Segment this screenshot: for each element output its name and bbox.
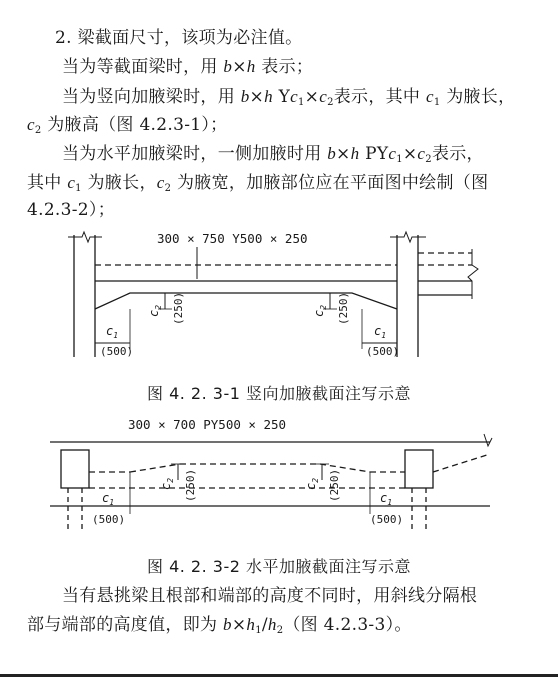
fig2-c2-left: [159, 478, 175, 490]
figure-horizontal-haunch: [0, 410, 558, 540]
figure1-caption: 图 4. 2. 3-1 竖向加腋截面注写示意: [146, 384, 411, 403]
text-line-8: 当有悬挑梁且根部和端部的高度不同时，用斜线分隔根: [62, 586, 478, 606]
fig1-annotation: 300 × 750 Y500 × 250: [157, 231, 308, 246]
fig1-c2-left: [147, 305, 163, 317]
fig2-c2-right: [304, 478, 320, 490]
figure2-caption: 图 4. 2. 3-2 水平加腋截面注写示意: [146, 557, 411, 576]
fig1-c1-value-right: (500): [366, 345, 400, 358]
text-line-5: 当为水平加腋梁时，一侧加腋时用 b×h $PYc_1\times c_2$表示，: [62, 144, 484, 165]
fig2-c1-value-right: (500): [370, 513, 404, 526]
fig1-c2-value-left: (250): [172, 291, 185, 325]
text-line-4: $c_2$ 为腋高（图 4.2.3-1）；: [27, 115, 228, 136]
fig2-c1-right: $c_1$: [380, 491, 393, 507]
fig1-c1-left: $c_1$: [106, 324, 119, 340]
figure-vertical-haunch: [0, 225, 558, 375]
text-line-7: 4.2.3-2）；: [27, 200, 116, 220]
fig1-c2-right: [312, 305, 328, 317]
bottom-rule: [0, 674, 558, 677]
svg-text:c2: $c_2$: [159, 477, 175, 490]
fig2-c1-value-left: (500): [92, 513, 126, 526]
svg-text:c2: $c_2$: [312, 304, 328, 317]
text-line-6: 其中 $c_1$ 为腋长，$c_2$ 为腋宽，加腋部位应在平面图中绘制（图: [27, 173, 489, 194]
text-line-9: 部与端部的高度值，即为 $b\times h_1/h_2$（图 4.2.3-3）。: [27, 615, 412, 636]
fig2-c2-value-left: (250): [184, 468, 197, 502]
text-line-2: 当为等截面梁时，用 b×h 表示；: [62, 57, 314, 77]
text-line-3: 当为竖向加腋梁时，用 b×h $Yc_1\times c_2$表示，其中 $c_1$ 为腋长，: [62, 87, 516, 108]
fig2-annotation: 300 × 700 PY500 × 250: [128, 417, 287, 432]
fig1-c1-value-left: (500): [100, 345, 134, 358]
fig1-c1-right: $c_1$: [374, 324, 387, 340]
text-line-1: 2. 梁截面尺寸，该项为必注值。: [55, 28, 303, 48]
fig2-c2-value-right: (250): [328, 468, 341, 502]
fig2-c1-left: $c_1$: [102, 491, 115, 507]
svg-text:c2: $c_2$: [304, 477, 320, 490]
fig1-c2-value-right: (250): [337, 291, 350, 325]
svg-text:c2: $c_2$: [147, 304, 163, 317]
